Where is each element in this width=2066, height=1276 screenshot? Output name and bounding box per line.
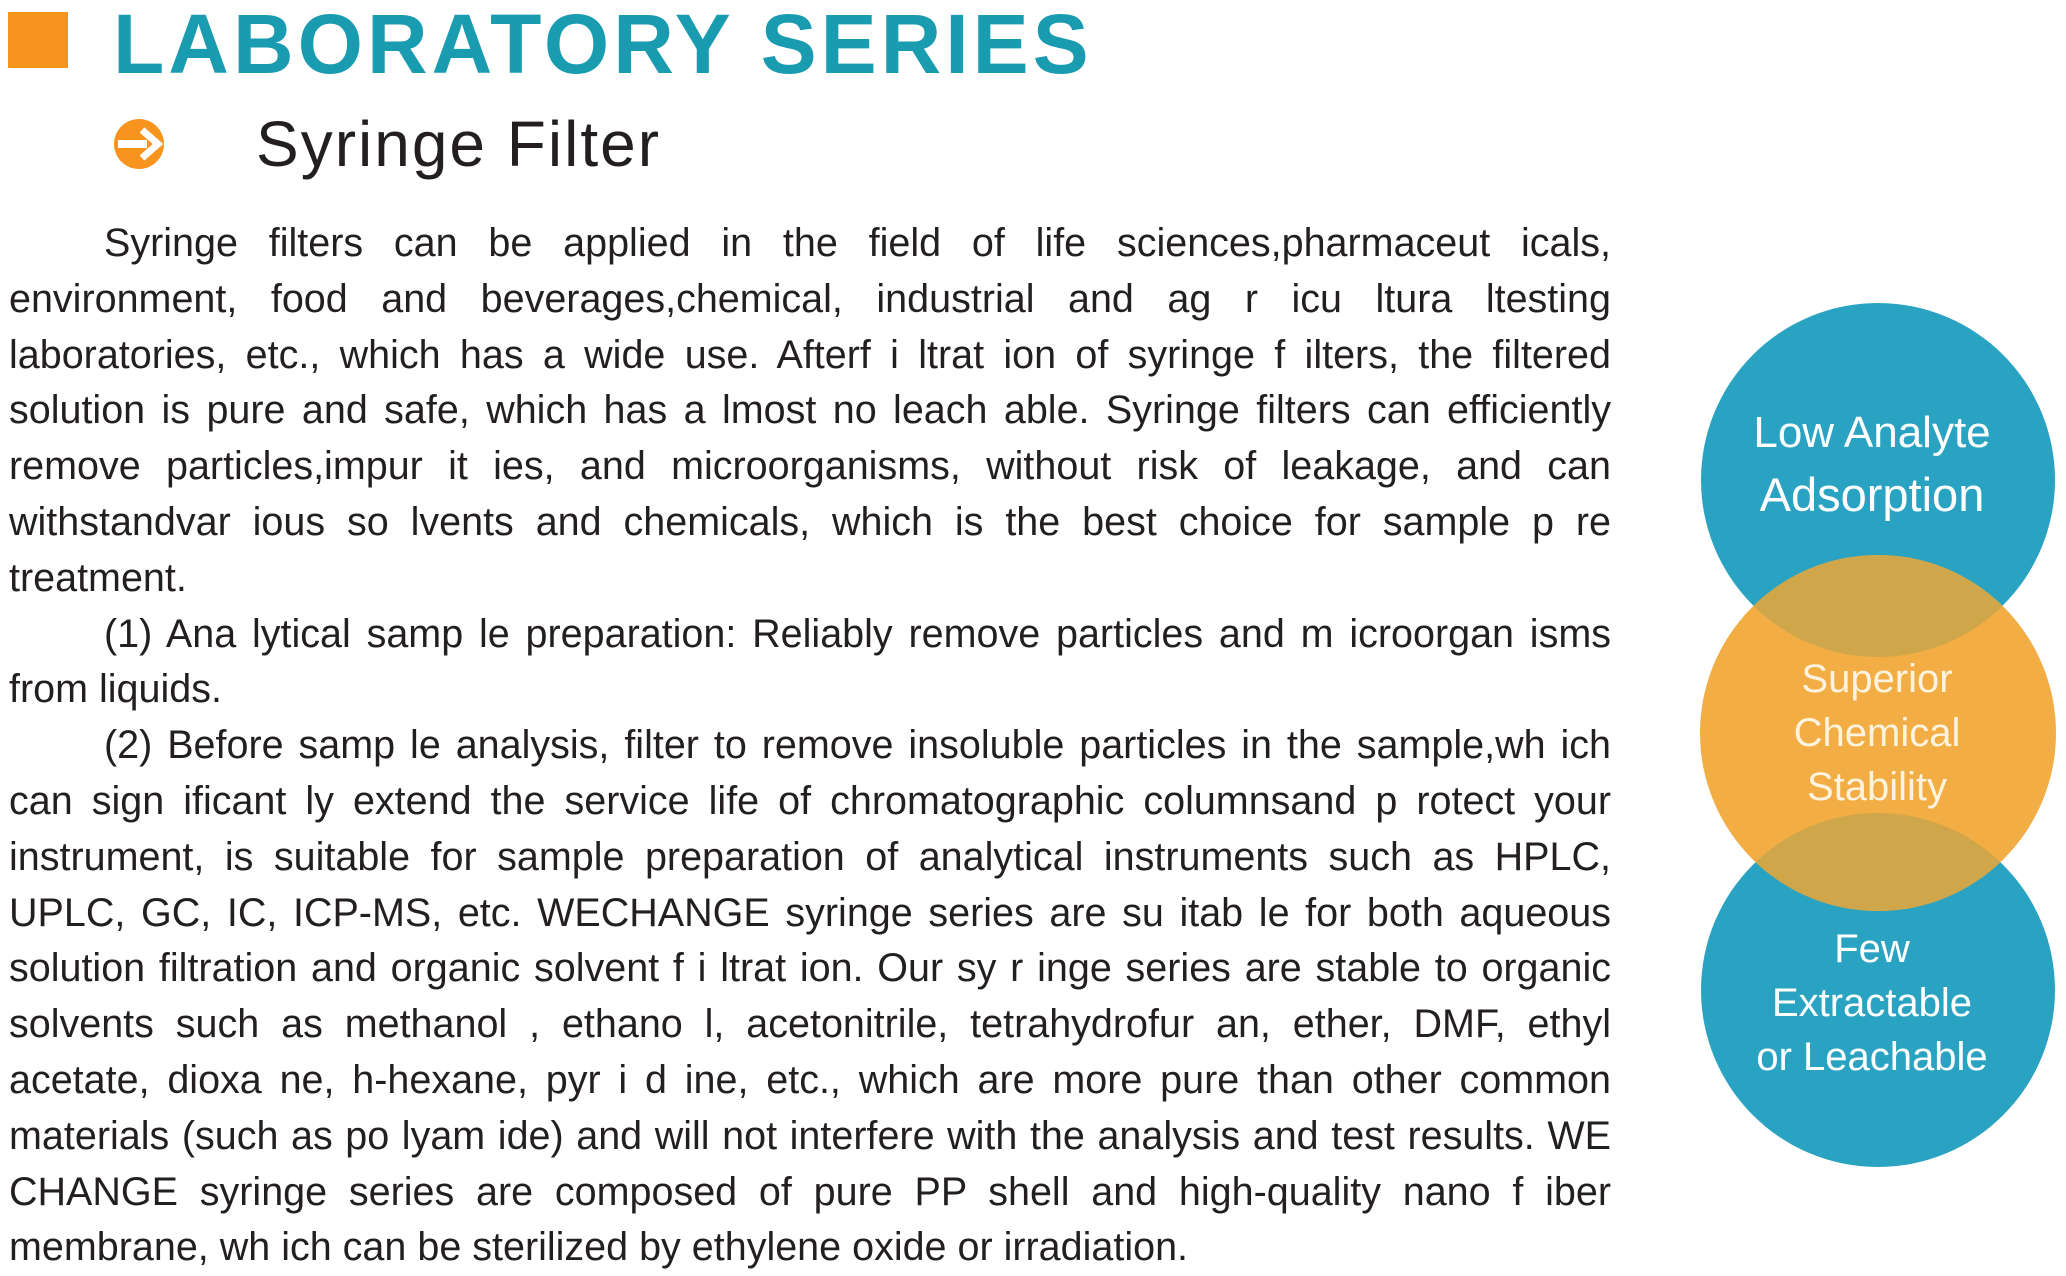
feature-line: Low Analyte <box>1753 408 1991 457</box>
feature-line: Extractable <box>1771 981 1973 1025</box>
analytical-prep-paragraph: (1) Ana lytical samp le preparation: Reliably remove particles and m icroorgan isms from liquids. <box>9 611 1611 712</box>
feature-line: or Leachable <box>1756 1035 1988 1079</box>
feature-line: Superior <box>1801 657 1953 701</box>
section-title: Syringe Filter <box>256 108 661 180</box>
feature-line: Chemical <box>1793 711 1961 755</box>
feature-line: Few <box>1834 927 1910 971</box>
before-analysis-paragraph: (2) Before samp le analysis, filter to remove insoluble particles in the sample,wh ich can sign ificant ly extend the service life of chromatographic columnsand p rotect your instrument, is suitable for sample preparation of analytical instruments such as HPLC, UPLC, GC, IC, ICP-MS, etc. WECHANGE syringe series are su itab le for both aqueous solution filtration and organic solvent f i ltrat ion. Our sy r inge series are stable to organic solvents such as methanol , ethano l, acetonitrile, tetrahydrofur an, ether, DMF, ethyl acetate, dioxa ne, h-hexane, pyr i d ine, etc., which are more pure than other common materials (such as po lyam ide) and will not interfere with the analysis and test results. WE CHANGE syringe series are composed of pure PP shell and high-quality nano f iber membrane, wh ich can be sterilized by ethylene oxide or irradiation. <box>9 723 1611 1270</box>
feature-line: Adsorption <box>1759 468 1985 521</box>
intro-paragraph: Syringe filters can be applied in the field of life sciences,pharmaceut icals, environment, food and beverages,chemical, industrial and ag r icu ltura ltesting laboratories, etc., which has a wide use. Afterf i ltrat ion of syringe f ilters, the filtered solution is pure and safe, which has a lmost no leach able. Syringe filters can efficiently remove particles,impur it ies, and microorganisms, without risk of leakage, and can withstandvar ious so lvents and chemicals, which is the best choice for sample p re treatment. <box>9 221 1611 600</box>
page-title: LABORATORY SERIES <box>113 0 1093 91</box>
feature-label-low-adsorption <box>1712 402 2032 526</box>
feature-label-chemical-stability <box>1717 652 2037 814</box>
feature-line: Stability <box>1806 765 1948 809</box>
feature-label-few-extractables <box>1712 922 2032 1084</box>
